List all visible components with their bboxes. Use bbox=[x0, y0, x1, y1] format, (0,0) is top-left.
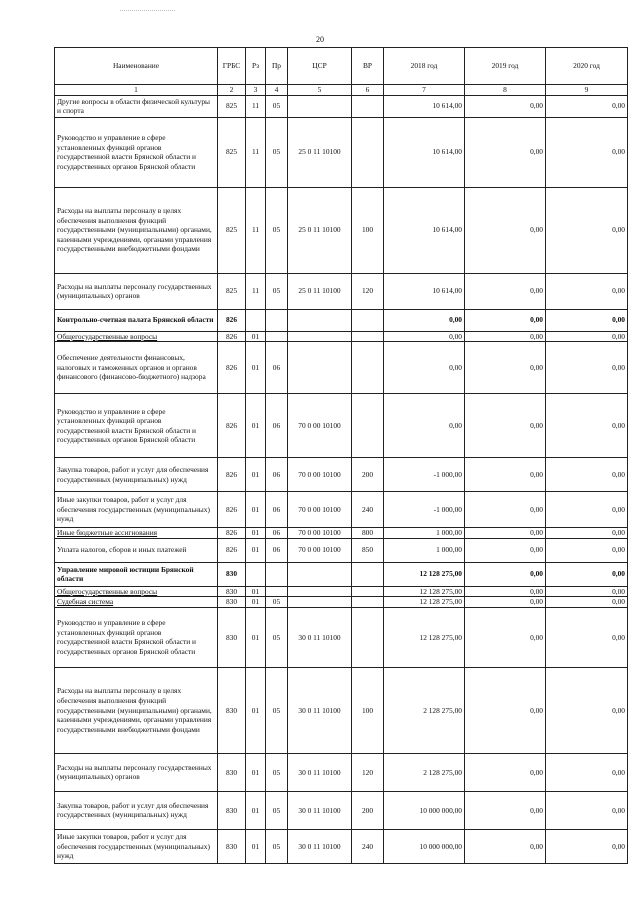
pr-code: 06 bbox=[266, 538, 288, 562]
table-row bbox=[55, 95, 628, 117]
grbs-code: 826 bbox=[218, 394, 246, 458]
amount-2020: 0,00 bbox=[546, 187, 628, 273]
amount-2019: 0,00 bbox=[465, 791, 546, 829]
amount-2019: 0,00 bbox=[465, 829, 546, 863]
csr-code bbox=[288, 331, 352, 342]
pr-code bbox=[266, 309, 288, 331]
row-name: Управление мировой юстиции Брянской области bbox=[55, 562, 218, 586]
rz-code: 11 bbox=[246, 95, 266, 117]
column-number: 9 bbox=[546, 85, 628, 96]
amount-2019: 0,00 bbox=[465, 117, 546, 187]
amount-2018: 10 000 000,00 bbox=[384, 829, 465, 863]
amount-2020: 0,00 bbox=[546, 117, 628, 187]
row-name: Руководство и управление в сфере установленных функций органов государственной власти Брянской области и государственных органов Брянской области bbox=[55, 117, 218, 187]
amount-2018: 10 614,00 bbox=[384, 95, 465, 117]
csr-code bbox=[288, 95, 352, 117]
table-row bbox=[55, 538, 628, 562]
grbs-code: 826 bbox=[218, 458, 246, 492]
amount-2018: 10 614,00 bbox=[384, 273, 465, 309]
pr-code: 05 bbox=[266, 607, 288, 667]
amount-2018: 12 128 275,00 bbox=[384, 607, 465, 667]
amount-2018: 0,00 bbox=[384, 394, 465, 458]
column-number: 1 bbox=[55, 85, 218, 96]
vr-code: 100 bbox=[352, 187, 384, 273]
vr-code bbox=[352, 394, 384, 458]
table-row bbox=[55, 597, 628, 608]
row-name: Другие вопросы в области физической культуры и спорта bbox=[55, 95, 218, 117]
table-row bbox=[55, 562, 628, 586]
amount-2019: 0,00 bbox=[465, 753, 546, 791]
row-name: Расходы на выплаты персоналу в целях обеспечения выполнения функций государственными (муниципальными) органами, казенными учреждениями, органами управления государственными внебюджетными фондами bbox=[55, 667, 218, 753]
grbs-code: 826 bbox=[218, 528, 246, 539]
header-cell: 2020 год bbox=[546, 48, 628, 85]
amount-2020: 0,00 bbox=[546, 492, 628, 528]
vr-code: 200 bbox=[352, 458, 384, 492]
amount-2018: 12 128 275,00 bbox=[384, 586, 465, 597]
rz-code: 01 bbox=[246, 753, 266, 791]
vr-code: 240 bbox=[352, 829, 384, 863]
grbs-code: 826 bbox=[218, 492, 246, 528]
row-name: Закупка товаров, работ и услуг для обеспечения государственных (муниципальных) нужд bbox=[55, 791, 218, 829]
vr-code bbox=[352, 331, 384, 342]
row-name: Руководство и управление в сфере установленных функций органов государственной власти Брянской области и государственных органов Брянской области bbox=[55, 394, 218, 458]
pr-code: 06 bbox=[266, 458, 288, 492]
amount-2020: 0,00 bbox=[546, 597, 628, 608]
header-cell: ВР bbox=[352, 48, 384, 85]
amount-2020: 0,00 bbox=[546, 538, 628, 562]
amount-2020: 0,00 bbox=[546, 528, 628, 539]
amount-2019: 0,00 bbox=[465, 342, 546, 394]
pr-code: 05 bbox=[266, 117, 288, 187]
header-cell: 2018 год bbox=[384, 48, 465, 85]
rz-code: 01 bbox=[246, 331, 266, 342]
rz-code: 01 bbox=[246, 528, 266, 539]
table-row bbox=[55, 753, 628, 791]
header-cell: ГРБС bbox=[218, 48, 246, 85]
csr-code: 30 0 11 10100 bbox=[288, 829, 352, 863]
amount-2018: 1 000,00 bbox=[384, 538, 465, 562]
pr-code: 05 bbox=[266, 597, 288, 608]
pr-code: 05 bbox=[266, 667, 288, 753]
scan-mark bbox=[120, 10, 175, 12]
amount-2020: 0,00 bbox=[546, 458, 628, 492]
amount-2020: 0,00 bbox=[546, 791, 628, 829]
amount-2019: 0,00 bbox=[465, 309, 546, 331]
vr-code: 200 bbox=[352, 791, 384, 829]
vr-code: 850 bbox=[352, 538, 384, 562]
grbs-code: 830 bbox=[218, 562, 246, 586]
csr-code: 25 0 11 10100 bbox=[288, 187, 352, 273]
amount-2020: 0,00 bbox=[546, 562, 628, 586]
grbs-code: 830 bbox=[218, 829, 246, 863]
amount-2019: 0,00 bbox=[465, 538, 546, 562]
vr-code: 800 bbox=[352, 528, 384, 539]
rz-code bbox=[246, 309, 266, 331]
amount-2018: 12 128 275,00 bbox=[384, 597, 465, 608]
vr-code bbox=[352, 117, 384, 187]
pr-code: 06 bbox=[266, 342, 288, 394]
header-cell: Рз bbox=[246, 48, 266, 85]
amount-2018: -1 000,00 bbox=[384, 458, 465, 492]
grbs-code: 830 bbox=[218, 753, 246, 791]
amount-2020: 0,00 bbox=[546, 331, 628, 342]
rz-code: 01 bbox=[246, 791, 266, 829]
amount-2020: 0,00 bbox=[546, 273, 628, 309]
amount-2019: 0,00 bbox=[465, 394, 546, 458]
header-cell: Наименование bbox=[55, 48, 218, 85]
row-name: Иные бюджетные ассигнования bbox=[55, 528, 218, 539]
vr-code: 240 bbox=[352, 492, 384, 528]
amount-2019: 0,00 bbox=[465, 607, 546, 667]
vr-code bbox=[352, 562, 384, 586]
table-row bbox=[55, 187, 628, 273]
grbs-code: 830 bbox=[218, 586, 246, 597]
table-body bbox=[55, 95, 628, 863]
csr-code bbox=[288, 309, 352, 331]
column-number: 5 bbox=[288, 85, 352, 96]
pr-code bbox=[266, 586, 288, 597]
grbs-code: 825 bbox=[218, 187, 246, 273]
rz-code: 11 bbox=[246, 187, 266, 273]
rz-code: 11 bbox=[246, 117, 266, 187]
grbs-code: 825 bbox=[218, 117, 246, 187]
amount-2020: 0,00 bbox=[546, 95, 628, 117]
table-row bbox=[55, 273, 628, 309]
csr-code: 30 0 11 10100 bbox=[288, 753, 352, 791]
column-number: 4 bbox=[266, 85, 288, 96]
amount-2020: 0,00 bbox=[546, 667, 628, 753]
table-row bbox=[55, 829, 628, 863]
grbs-code: 830 bbox=[218, 791, 246, 829]
csr-code bbox=[288, 342, 352, 394]
vr-code bbox=[352, 309, 384, 331]
table-row bbox=[55, 117, 628, 187]
row-name: Общегосударственные вопросы bbox=[55, 331, 218, 342]
amount-2020: 0,00 bbox=[546, 607, 628, 667]
row-name: Расходы на выплаты персоналу государственных (муниципальных) органов bbox=[55, 273, 218, 309]
amount-2018: 10 614,00 bbox=[384, 117, 465, 187]
row-name: Уплата налогов, сборов и иных платежей bbox=[55, 538, 218, 562]
table-row bbox=[55, 331, 628, 342]
rz-code: 01 bbox=[246, 394, 266, 458]
rz-code: 01 bbox=[246, 342, 266, 394]
header-cell: Пр bbox=[266, 48, 288, 85]
grbs-code: 826 bbox=[218, 538, 246, 562]
pr-code: 06 bbox=[266, 492, 288, 528]
csr-code bbox=[288, 586, 352, 597]
table-row bbox=[55, 607, 628, 667]
header-cell: ЦСР bbox=[288, 48, 352, 85]
vr-code: 100 bbox=[352, 667, 384, 753]
amount-2019: 0,00 bbox=[465, 331, 546, 342]
csr-code bbox=[288, 562, 352, 586]
vr-code: 120 bbox=[352, 753, 384, 791]
grbs-code: 830 bbox=[218, 667, 246, 753]
amount-2018: 2 128 275,00 bbox=[384, 753, 465, 791]
grbs-code: 826 bbox=[218, 342, 246, 394]
amount-2019: 0,00 bbox=[465, 597, 546, 608]
row-name: Общегосударственные вопросы bbox=[55, 586, 218, 597]
row-name: Иные закупки товаров, работ и услуг для обеспечения государственных (муниципальных) нужд bbox=[55, 829, 218, 863]
amount-2019: 0,00 bbox=[465, 667, 546, 753]
amount-2019: 0,00 bbox=[465, 95, 546, 117]
column-number: 7 bbox=[384, 85, 465, 96]
pr-code bbox=[266, 562, 288, 586]
grbs-code: 825 bbox=[218, 273, 246, 309]
column-number: 6 bbox=[352, 85, 384, 96]
row-name: Обеспечение деятельности финансовых, налоговых и таможенных органов и органов финансового (финансово-бюджетного) надзора bbox=[55, 342, 218, 394]
pr-code: 05 bbox=[266, 187, 288, 273]
rz-code bbox=[246, 562, 266, 586]
header-cell: 2019 год bbox=[465, 48, 546, 85]
row-name: Руководство и управление в сфере установленных функций органов государственной власти Брянской области и государственных органов Брянской области bbox=[55, 607, 218, 667]
rz-code: 01 bbox=[246, 829, 266, 863]
csr-code: 30 0 11 10100 bbox=[288, 607, 352, 667]
csr-code: 25 0 11 10100 bbox=[288, 117, 352, 187]
amount-2018: 0,00 bbox=[384, 331, 465, 342]
table-row bbox=[55, 492, 628, 528]
column-number: 2 bbox=[218, 85, 246, 96]
amount-2020: 0,00 bbox=[546, 309, 628, 331]
csr-code: 30 0 11 10100 bbox=[288, 791, 352, 829]
rz-code: 01 bbox=[246, 586, 266, 597]
amount-2019: 0,00 bbox=[465, 586, 546, 597]
row-name: Иные закупки товаров, работ и услуг для обеспечения государственных (муниципальных) нужд bbox=[55, 492, 218, 528]
amount-2020: 0,00 bbox=[546, 586, 628, 597]
row-name: Контрольно-счетная палата Брянской области bbox=[55, 309, 218, 331]
amount-2018: 10 614,00 bbox=[384, 187, 465, 273]
csr-code bbox=[288, 597, 352, 608]
header-row bbox=[55, 48, 628, 85]
table-row bbox=[55, 667, 628, 753]
vr-code: 120 bbox=[352, 273, 384, 309]
amount-2020: 0,00 bbox=[546, 753, 628, 791]
pr-code: 05 bbox=[266, 829, 288, 863]
amount-2020: 0,00 bbox=[546, 394, 628, 458]
grbs-code: 826 bbox=[218, 309, 246, 331]
row-name: Расходы на выплаты персоналу государственных (муниципальных) органов bbox=[55, 753, 218, 791]
column-number: 8 bbox=[465, 85, 546, 96]
table-row bbox=[55, 791, 628, 829]
grbs-code: 830 bbox=[218, 607, 246, 667]
amount-2019: 0,00 bbox=[465, 187, 546, 273]
csr-code: 70 0 00 10100 bbox=[288, 538, 352, 562]
vr-code bbox=[352, 342, 384, 394]
amount-2019: 0,00 bbox=[465, 458, 546, 492]
amount-2018: 12 128 275,00 bbox=[384, 562, 465, 586]
table-row bbox=[55, 342, 628, 394]
page-number: 20 bbox=[316, 35, 324, 44]
amount-2020: 0,00 bbox=[546, 829, 628, 863]
row-name: Закупка товаров, работ и услуг для обеспечения государственных (муниципальных) нужд bbox=[55, 458, 218, 492]
table-row bbox=[55, 309, 628, 331]
csr-code: 70 0 00 10100 bbox=[288, 492, 352, 528]
csr-code: 70 0 00 10100 bbox=[288, 528, 352, 539]
rz-code: 01 bbox=[246, 597, 266, 608]
grbs-code: 830 bbox=[218, 597, 246, 608]
vr-code bbox=[352, 597, 384, 608]
table-row bbox=[55, 394, 628, 458]
rz-code: 01 bbox=[246, 458, 266, 492]
rz-code: 01 bbox=[246, 538, 266, 562]
amount-2018: -1 000,00 bbox=[384, 492, 465, 528]
amount-2020: 0,00 bbox=[546, 342, 628, 394]
csr-code: 25 0 11 10100 bbox=[288, 273, 352, 309]
vr-code bbox=[352, 586, 384, 597]
pr-code: 05 bbox=[266, 95, 288, 117]
rz-code: 01 bbox=[246, 607, 266, 667]
grbs-code: 825 bbox=[218, 95, 246, 117]
pr-code: 05 bbox=[266, 791, 288, 829]
vr-code bbox=[352, 95, 384, 117]
amount-2018: 2 128 275,00 bbox=[384, 667, 465, 753]
amount-2019: 0,00 bbox=[465, 528, 546, 539]
amount-2019: 0,00 bbox=[465, 273, 546, 309]
amount-2018: 0,00 bbox=[384, 342, 465, 394]
amount-2019: 0,00 bbox=[465, 562, 546, 586]
rz-code: 11 bbox=[246, 273, 266, 309]
table-row bbox=[55, 458, 628, 492]
pr-code: 05 bbox=[266, 753, 288, 791]
pr-code: 06 bbox=[266, 394, 288, 458]
csr-code: 70 0 00 10100 bbox=[288, 394, 352, 458]
pr-code: 06 bbox=[266, 528, 288, 539]
csr-code: 70 0 00 10100 bbox=[288, 458, 352, 492]
pr-code: 05 bbox=[266, 273, 288, 309]
table-row bbox=[55, 528, 628, 539]
rz-code: 01 bbox=[246, 667, 266, 753]
pr-code bbox=[266, 331, 288, 342]
csr-code: 30 0 11 10100 bbox=[288, 667, 352, 753]
amount-2019: 0,00 bbox=[465, 492, 546, 528]
column-number-row bbox=[55, 85, 628, 96]
amount-2018: 0,00 bbox=[384, 309, 465, 331]
rz-code: 01 bbox=[246, 492, 266, 528]
grbs-code: 826 bbox=[218, 331, 246, 342]
vr-code bbox=[352, 607, 384, 667]
row-name: Судебная система bbox=[55, 597, 218, 608]
column-number: 3 bbox=[246, 85, 266, 96]
amount-2018: 10 000 000,00 bbox=[384, 791, 465, 829]
table-row bbox=[55, 586, 628, 597]
budget-table bbox=[54, 47, 628, 864]
amount-2018: 1 000,00 bbox=[384, 528, 465, 539]
row-name: Расходы на выплаты персоналу в целях обеспечения выполнения функций государственными (муниципальными) органами, казенными учреждениями, органами управления государственными внебюджетными фондами bbox=[55, 187, 218, 273]
